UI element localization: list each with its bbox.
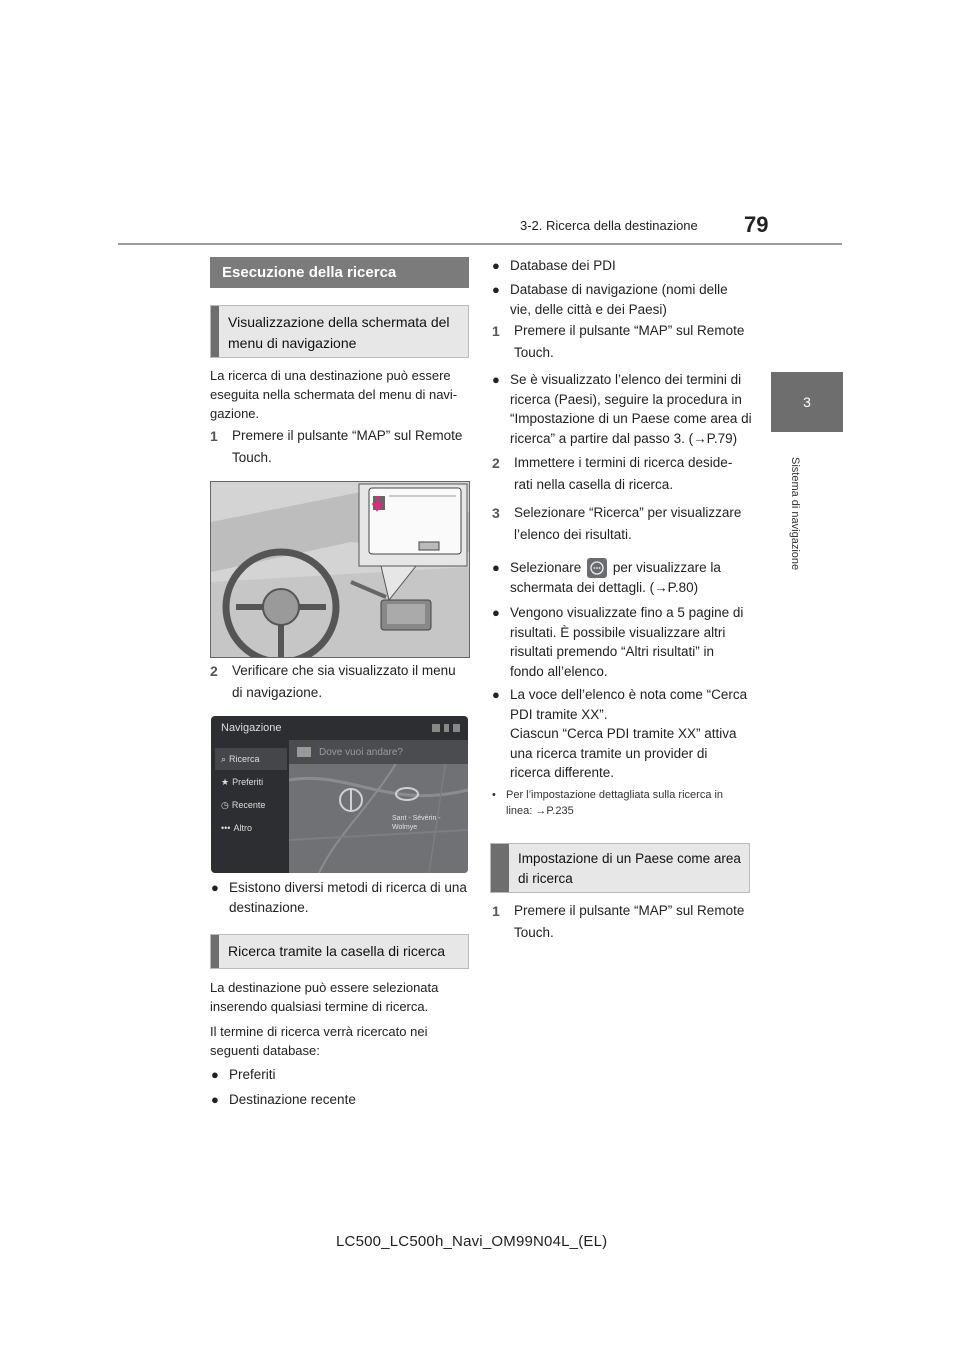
bullet-dot-icon: ● [492, 687, 500, 702]
text-line: fondo all’elenco. [510, 663, 608, 679]
step-2-left [210, 660, 472, 704]
star-icon: ★ [221, 776, 230, 787]
intro-paragraph [210, 366, 470, 423]
nav-screen-title: Navigazione [221, 722, 282, 734]
navigation-screen [211, 716, 468, 873]
text-line: ricerca (Paesi), seguire la procedura in [510, 391, 742, 407]
text-line: La voce dell’elenco è nota come “Cerca [510, 687, 748, 702]
text-line: Touch. [514, 925, 554, 940]
bullet-db-navigation [492, 280, 754, 319]
connection-icon [453, 724, 460, 732]
battery-icon [444, 724, 449, 732]
bullet-db-favorites [211, 1065, 473, 1085]
subsection-box-menu [210, 305, 469, 358]
text-line: Database di navigazione (nomi delle [510, 282, 728, 297]
bullet-dot-icon: ● [211, 880, 219, 895]
bullet-dot-icon: ● [211, 1067, 219, 1082]
text-line: l’elenco dei risultati. [514, 527, 632, 542]
header-divider [118, 243, 842, 245]
chapter-tab: 3 [771, 372, 843, 432]
text-fragment: per visualizzare la [612, 560, 721, 575]
bullet-db-recent [211, 1090, 473, 1110]
note-online-search [492, 787, 754, 819]
car-interior-drawing [211, 482, 469, 657]
bullet-dot-icon: ● [211, 1092, 219, 1107]
map-place-label [392, 814, 441, 832]
subsection-title-line: di ricerca [518, 871, 573, 886]
text-line: “Impostazione di un Paese come area di [510, 411, 752, 426]
text-line: Per l’impostazione dettagliata sulla ricerca in [506, 789, 724, 801]
details-button-icon [587, 558, 607, 578]
text-line: La destinazione può essere selezionata [210, 980, 439, 995]
text-line: Immettere i termini di ricerca deside- [514, 455, 733, 470]
text-line [510, 558, 754, 578]
text-line: Touch. [514, 345, 554, 360]
step-number: 1 [492, 323, 500, 339]
bullet-details [492, 558, 754, 598]
text-line: Preferiti [229, 1067, 276, 1082]
details-icon-graphic [587, 558, 607, 578]
menu-item-label: Preferiti [232, 777, 264, 787]
ellipsis-icon: ••• [221, 823, 231, 833]
text-line: di navigazione. [232, 685, 323, 700]
bullet-dot-icon: ● [492, 282, 500, 297]
text-line: Selezionare “Ricerca” per visualizzare [514, 505, 742, 520]
search-input-placeholder[interactable]: Dove vuoi andare? [319, 746, 403, 758]
bullet-results-pages [492, 603, 754, 681]
step-2-right [492, 452, 754, 496]
subsection-box-country [490, 843, 750, 893]
section-title [210, 257, 469, 288]
cross-reference-link[interactable]: ricerca” a partire dal passo 3. (→P.79) [510, 430, 738, 446]
bullet-dot-icon: ● [492, 605, 500, 620]
menu-item-label: Ricerca [229, 754, 260, 764]
search-paragraph-1 [210, 978, 470, 1016]
text-line: gazione. [210, 406, 260, 421]
bullet-poi-search [492, 685, 754, 783]
clock-icon: ◷ [221, 799, 229, 810]
subsection-title-line: Impostazione di un Paese come area [518, 851, 741, 866]
menu-item-label: Recente [231, 800, 266, 810]
step-number: 1 [492, 903, 500, 919]
text-line: Premere il pulsante “MAP” sul Remote [514, 323, 745, 338]
text-line: PDI tramite XX”. [510, 706, 608, 722]
text-line: Database dei PDI [510, 258, 616, 273]
step-number: 2 [492, 455, 500, 471]
text-line: seguenti database: [210, 1043, 320, 1058]
step-4-right [492, 900, 754, 944]
subsection-title-line: Visualizzazione della schermata del [228, 314, 450, 330]
text-line: una ricerca tramite un provider di [510, 745, 708, 761]
subsection-bar [491, 844, 509, 892]
bullet-methods [211, 878, 473, 917]
page-number: 79 [744, 212, 769, 237]
text-line: Premere il pulsante “MAP” sul Remote [232, 428, 463, 443]
text-line: risultati premendo “Altri risultati” in [510, 644, 715, 659]
text-line: Destinazione recente [229, 1092, 356, 1107]
search-paragraph-2 [210, 1022, 470, 1060]
document-code-footer: LC500_LC500h_Navi_OM99N04L_(EL) [336, 1233, 608, 1250]
text-line: Sant - Sévérin - [392, 815, 441, 822]
step-number: 3 [492, 505, 500, 521]
step-3-right [492, 502, 754, 546]
bullet-dot-icon: ● [492, 372, 500, 387]
search-icon: ⌕ [221, 753, 227, 764]
text-line: Vengono visualizzate fino a 5 pagine di [510, 605, 744, 620]
status-icons [432, 724, 460, 732]
text-line: La ricerca di una destinazione può essere [210, 368, 451, 383]
text-line: Ciascun “Cerca PDI tramite XX” attiva [510, 726, 737, 741]
menu-item-favorites[interactable] [215, 771, 287, 793]
text-line: Wolmye [392, 824, 418, 831]
search-bar[interactable] [289, 740, 468, 764]
menu-item-search[interactable] [215, 748, 287, 770]
text-line: Se è visualizzato l’elenco dei termini di [510, 372, 742, 387]
keyboard-icon [297, 747, 311, 757]
text-line: Esistono diversi metodi di ricerca di una [229, 880, 467, 895]
step-1-left [210, 425, 472, 469]
bullet-db-poi [492, 256, 754, 276]
section-title-text: Esecuzione della ricerca [222, 264, 397, 281]
subsection-title-line: Ricerca tramite la casella di ricerca [228, 943, 446, 959]
bullet-country-list [492, 370, 754, 448]
text-line: rati nella casella di ricerca. [514, 477, 674, 492]
text-line: Verificare che sia visualizzato il menu [232, 663, 456, 678]
subsection-bar [211, 306, 219, 357]
cross-reference-link[interactable]: schermata dei dettagli. (→P.80) [510, 580, 699, 596]
text-line: ricerca differente. [510, 765, 615, 780]
cross-reference-link[interactable]: linea: →P.235 [506, 805, 574, 817]
text-line: inserendo qualsiasi termine di ricerca. [210, 999, 429, 1014]
car-interior-illustration [210, 481, 470, 658]
text-line: risultati. È possibile visualizzare altri [510, 624, 726, 640]
subsection-box-search [210, 934, 469, 969]
text-line: vie, delle città e dei Paesi) [510, 301, 667, 317]
menu-item-label: Altro [233, 823, 252, 833]
text-line: Il termine di ricerca verrà ricercato nei [210, 1024, 428, 1039]
chapter-side-label: Sistema di navigazione [789, 457, 801, 571]
text-fragment: Selezionare [510, 560, 582, 575]
text-line: destinazione. [229, 899, 309, 915]
running-header-section: 3-2. Ricerca della destinazione [520, 218, 698, 233]
menu-item-more[interactable] [215, 817, 287, 839]
text-line: Premere il pulsante “MAP” sul Remote [514, 903, 745, 918]
step-number: 2 [210, 663, 218, 679]
step-1-right [492, 320, 754, 364]
note-bullet-icon: • [492, 789, 496, 801]
subsection-bar [211, 935, 219, 968]
bullet-dot-icon: ● [492, 560, 500, 575]
signal-icon [432, 724, 440, 732]
menu-item-recent[interactable] [215, 794, 287, 816]
subsection-title-line: menu di navigazione [228, 335, 357, 351]
bullet-dot-icon: ● [492, 258, 500, 273]
step-number: 1 [210, 428, 218, 444]
nav-menu [211, 744, 289, 873]
text-line: Touch. [232, 450, 272, 465]
text-line: eseguita nella schermata del menu di navi- [210, 387, 458, 402]
